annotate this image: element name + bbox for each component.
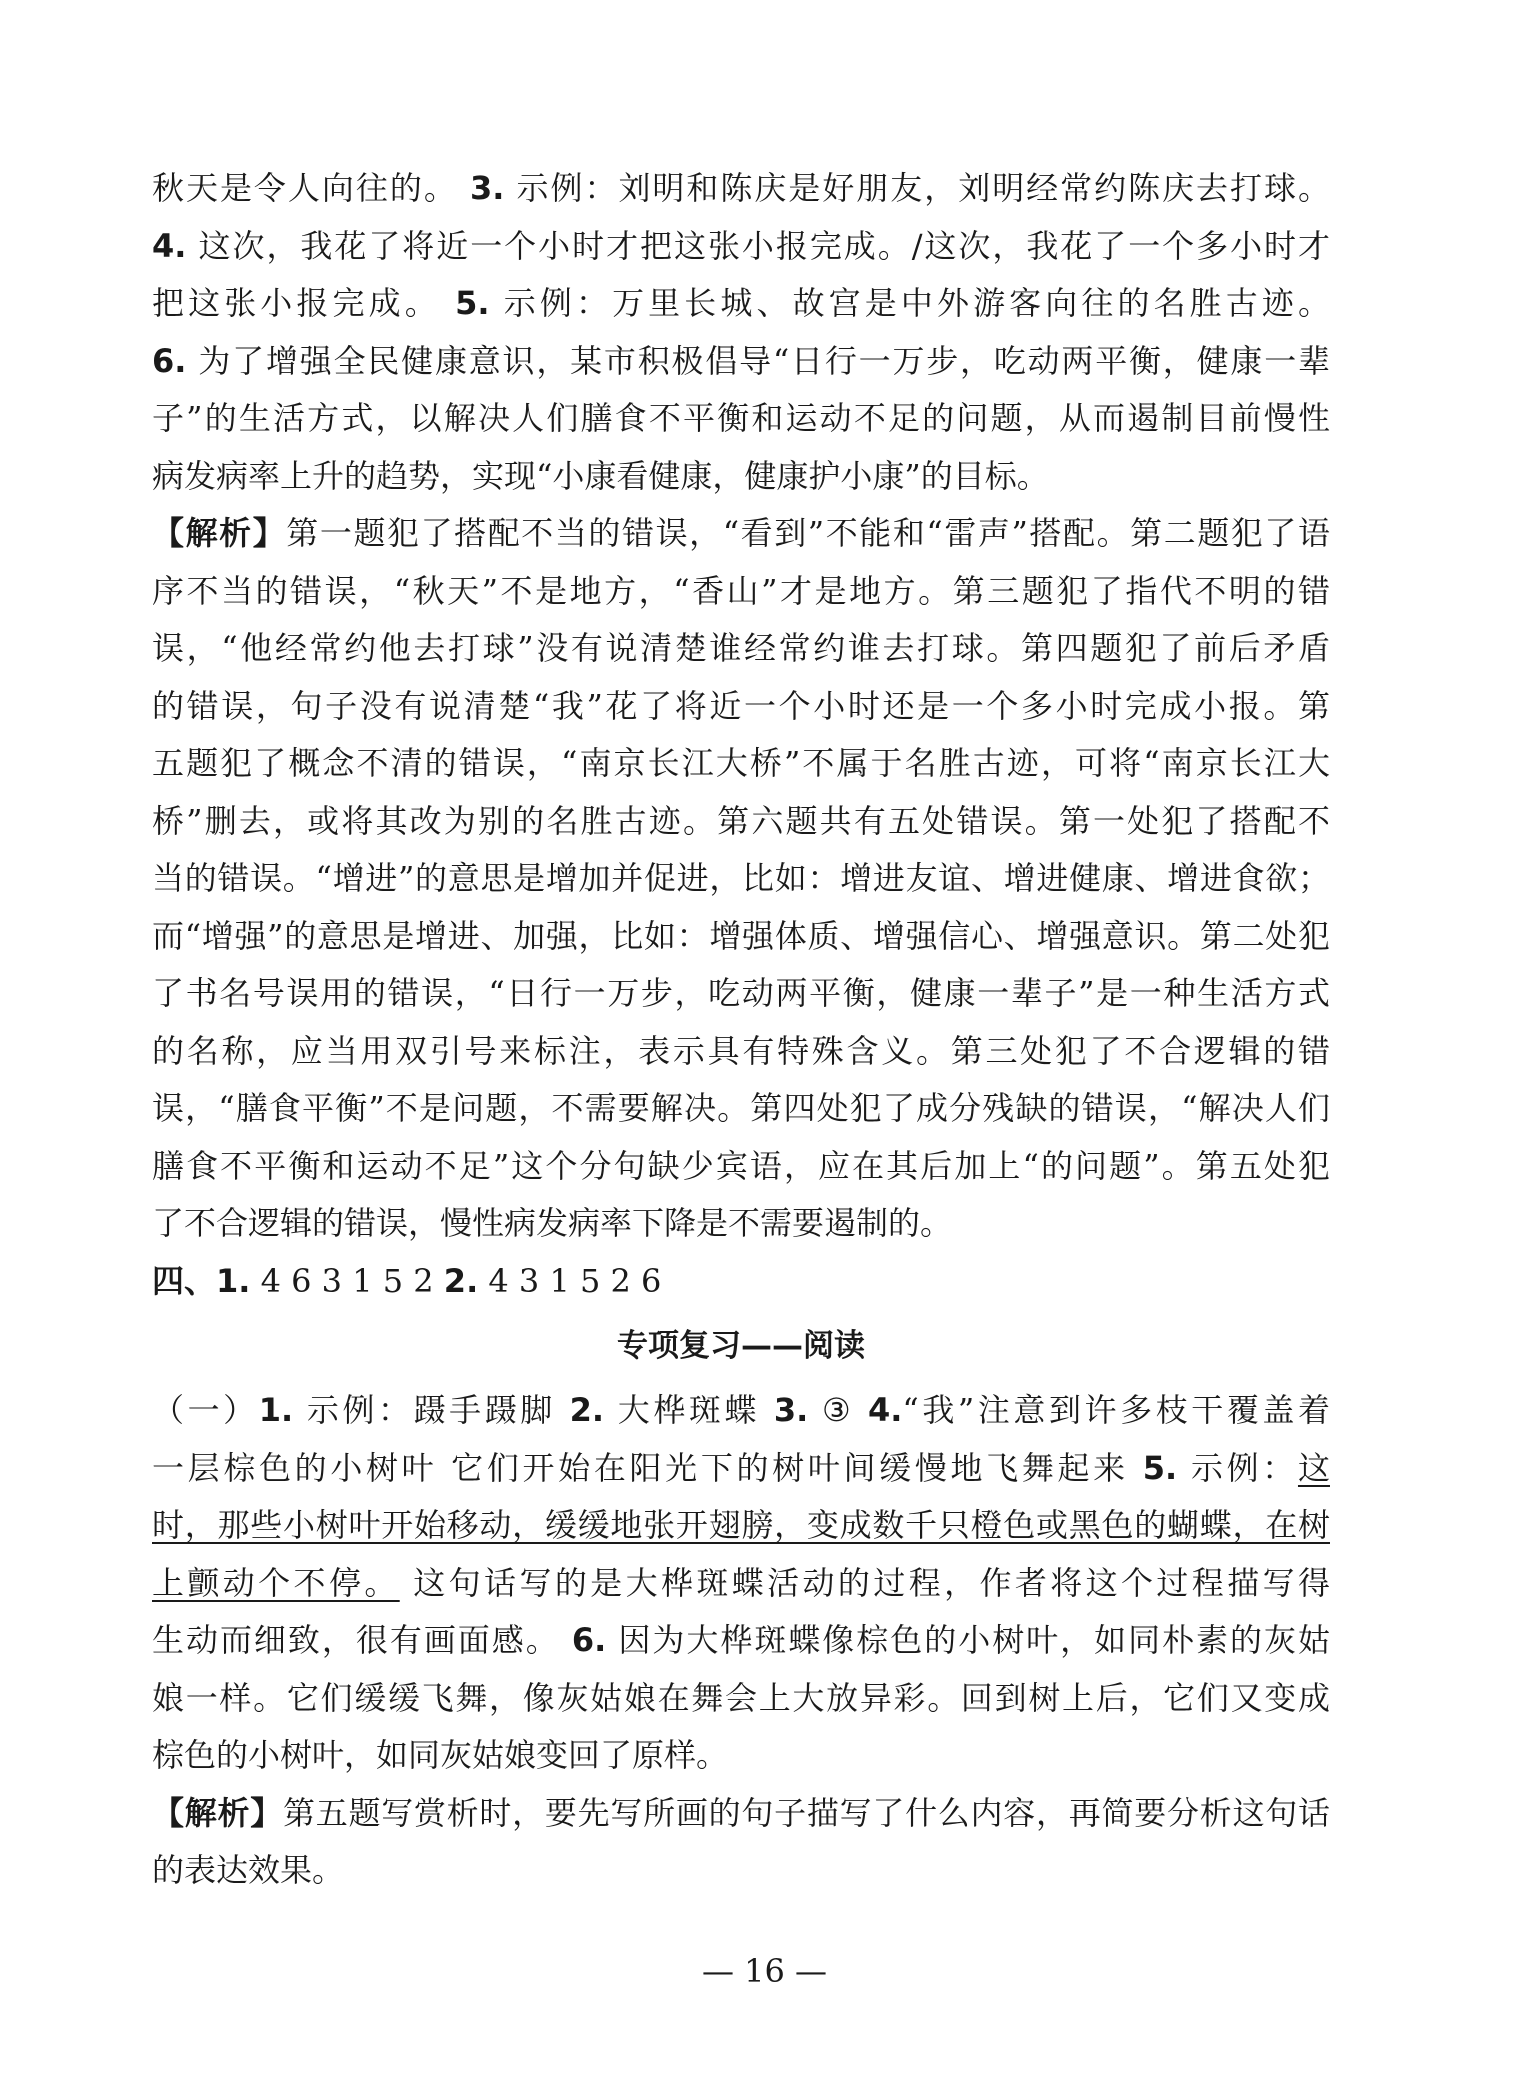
question-number: 6. [571, 1621, 607, 1659]
answer-text: 秋天是令人向往的。 [152, 169, 470, 207]
analysis-line [152, 505, 1330, 563]
analysis-line [152, 1785, 1330, 1843]
answer-text: 这句话写的是大桦斑蝶活动的过程，作者将这个过程描写得 [399, 1563, 1330, 1602]
text-line [152, 1382, 1330, 1440]
question-number: 1. [258, 1391, 294, 1429]
analysis-line: 膳食不平衡和运动不足”这个分句缺少宾语，应在其后加上“的问题”。第五处犯 [152, 1146, 1330, 1185]
passage-number: （一） [152, 1391, 259, 1429]
text-line [152, 160, 1330, 218]
page-number: — 16 — [701, 1952, 828, 1990]
analysis-line: 当的错误。“增进”的意思是增加并促进，比如：增进友谊、增进健康、增进食欲； [152, 859, 1330, 897]
analysis-line: 而“增强”的意思是增进、加强，比如：增强体质、增强信心、增强意识。第二处犯 [152, 916, 1330, 955]
analysis-line: 五题犯了概念不清的错误，“南京长江大桥”不属于名胜古迹，可将“南京长江大 [152, 744, 1330, 782]
text-line: 病发病率上升的趋势，实现“小康看健康，健康护小康”的目标。 [152, 456, 1049, 495]
answer-text: ③ [808, 1391, 868, 1429]
analysis-tag: 【解析】 [152, 1793, 283, 1832]
analysis-line: 了书名号误用的错误，“日行一万步，吃动两平衡，健康一辈子”是一种生活方式 [152, 974, 1330, 1012]
analysis-line: 误，“膳食平衡”不是问题，不需要解决。第四处犯了成分残缺的错误，“解决人们 [152, 1089, 1330, 1127]
answer-text: 示例： [1177, 1448, 1298, 1487]
answer-text: 示例：刘明和陈庆是好朋友，刘明经常约陈庆去打球。 [504, 169, 1330, 207]
underlined-quote: 时，那些小树叶开始移动，缓缓地张开翅膀，变成数千只橙色或黑色的蝴蝶，在树 [152, 1506, 1330, 1544]
answer-text: 示例：万里长城、故宫是中外游客向往的名胜古迹。 [489, 284, 1330, 322]
answer-text: 为了增强全民健康意识，某市积极倡导“日行一万步，吃动两平衡，健康一辈 [186, 341, 1330, 380]
analysis-line: 的表达效果。 [152, 1851, 345, 1889]
answer-text: 生动而细致，很有画面感。 [152, 1621, 572, 1659]
question-number: 4. [867, 1391, 903, 1429]
section-four-head: 四、1. [152, 1261, 251, 1300]
analysis-line: 误，“他经常约他去打球”没有说清楚谁经常约谁去打球。第四题犯了前后矛盾 [152, 629, 1330, 667]
section-title: 专项复习——阅读 [617, 1328, 865, 1364]
analysis-text: 第一题犯了搭配不当的错误，“看到”不能和“雷声”搭配。第二题犯了语 [286, 514, 1330, 552]
text-line [152, 275, 1330, 333]
answer-text: 这次，我花了将近一个小时才把这张小报完成。/这次，我花了一个多小时才 [186, 226, 1330, 265]
answer-text: 把这张小报完成。 [152, 284, 456, 322]
question-number: 3. [469, 169, 505, 207]
question-number: 6. [152, 341, 187, 380]
analysis-line: 桥”删去，或将其改为别的名胜古迹。第六题共有五处错误。第一处犯了搭配不 [152, 801, 1330, 840]
text-line [152, 1440, 1330, 1498]
underlined-quote: 这 [1297, 1448, 1330, 1487]
analysis-text: 第五题写赏析时，要先写所画的句子描写了什么内容，再简要分析这句话 [282, 1793, 1330, 1832]
question-number: 5. [455, 284, 490, 322]
sequence-answer: 4 3 1 5 2 6 [478, 1261, 662, 1300]
answer-text: “我”注意到许多枝干覆盖着 [902, 1391, 1330, 1429]
question-number: 4. [152, 226, 187, 265]
answer-text: 大桦斑蝶 [604, 1391, 774, 1429]
text-line: 棕色的小树叶，如同灰姑娘变回了原样。 [152, 1736, 729, 1774]
text-line [152, 218, 1330, 276]
answer-text: 一层棕色的小树叶 它们开始在阳光下的树叶间缓慢地飞舞起来 [152, 1448, 1143, 1487]
question-number: 2. [569, 1391, 605, 1429]
analysis-line: 了不合逻辑的错误，慢性病发病率下降是不需要遏制的。 [152, 1204, 953, 1242]
text-line: 娘一样。它们缓缓飞舞，像灰姑娘在舞会上大放异彩。回到树上后，它们又变成 [152, 1678, 1330, 1717]
sequence-answer: 4 6 3 1 5 2 [250, 1261, 444, 1300]
section-four-answers [152, 1253, 1330, 1311]
text-line [152, 333, 1330, 391]
analysis-line: 的错误，句子没有说清楚“我”花了将近一个小时还是一个多小时完成小报。第 [152, 686, 1330, 725]
answer-text: 示例：蹑手蹑脚 [293, 1391, 570, 1429]
answer-text: 因为大桦斑蝶像棕色的小树叶，如同朴素的灰姑 [606, 1621, 1330, 1659]
analysis-tag: 【解析】 [152, 514, 287, 552]
question-number: 2. [443, 1261, 479, 1300]
text-line [152, 1497, 1330, 1555]
text-line [152, 1612, 1330, 1670]
analysis-line: 序不当的错误，“秋天”不是地方，“香山”才是地方。第三题犯了指代不明的错 [152, 571, 1330, 610]
underlined-quote: 上颤动个不停。 [152, 1563, 400, 1602]
question-number: 3. [773, 1391, 809, 1429]
analysis-line: 的名称，应当用双引号来标注，表示具有特殊含义。第三处犯了不合逻辑的错 [152, 1031, 1330, 1070]
question-number: 5. [1142, 1448, 1178, 1487]
text-line: 子”的生活方式，以解决人们膳食不平衡和运动不足的问题，从而遏制目前慢性 [152, 399, 1330, 437]
text-line [152, 1555, 1330, 1613]
answer-page [152, 160, 1330, 1900]
